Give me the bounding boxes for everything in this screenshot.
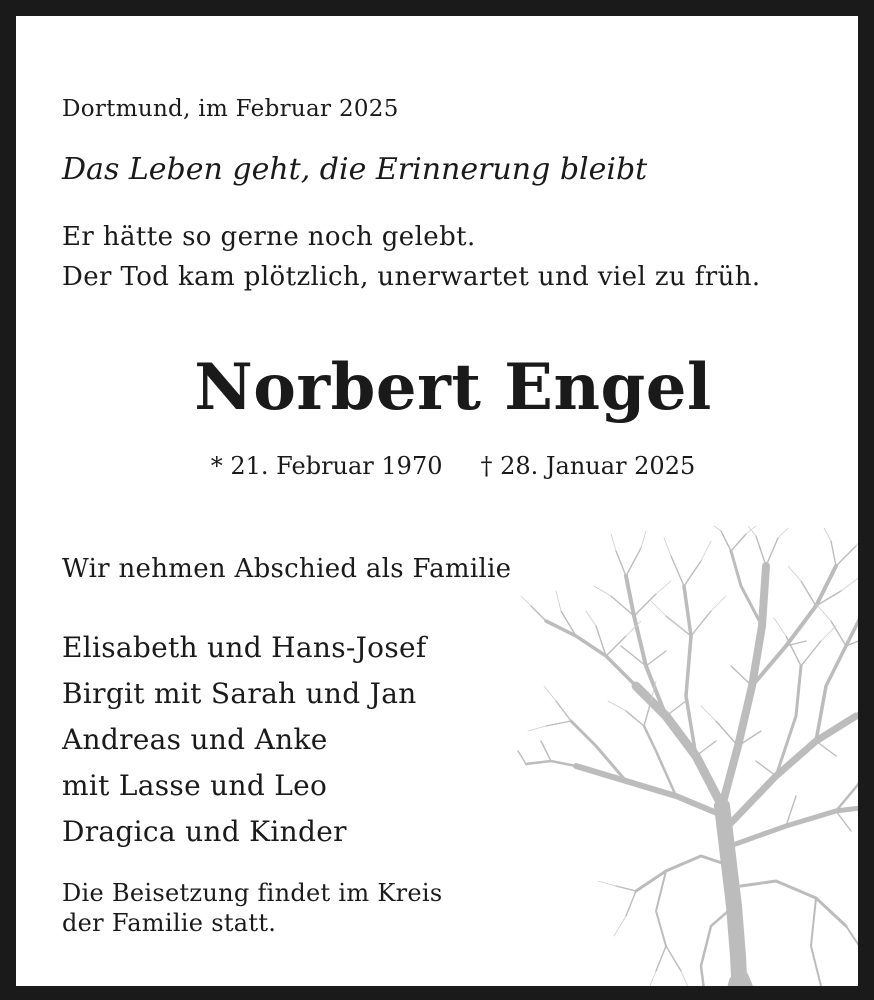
family-member: mit Lasse und Leo	[62, 769, 328, 802]
burial-line: Die Beisetzung findet im Kreis	[62, 879, 443, 907]
motto: Das Leben geht, die Erinnerung bleibt	[62, 152, 648, 187]
deceased-name: Norbert Engel	[194, 350, 712, 425]
bare-tree-illustration	[516, 526, 874, 1000]
birth-date: * 21. Februar 1970	[210, 452, 443, 480]
verse	[62, 217, 761, 297]
family-member: Birgit mit Sarah und Jan	[62, 677, 417, 710]
life-dates	[16, 454, 874, 478]
family-list	[62, 625, 427, 855]
verse-line: Er hätte so gerne noch gelebt.	[62, 222, 476, 252]
place-date: Dortmund, im Februar 2025	[62, 96, 399, 122]
burial-line: der Familie statt.	[62, 909, 277, 937]
verse-line: Der Tod kam plötzlich, unerwartet und viel zu früh.	[62, 262, 761, 292]
family-member: Andreas und Anke	[62, 723, 328, 756]
family-member: Dragica und Kinder	[62, 815, 347, 848]
family-member: Elisabeth und Hans-Josef	[62, 631, 427, 664]
burial-note	[62, 878, 443, 938]
farewell-line: Wir nehmen Abschied als Familie	[62, 554, 512, 584]
death-date: † 28. Januar 2025	[480, 452, 696, 480]
